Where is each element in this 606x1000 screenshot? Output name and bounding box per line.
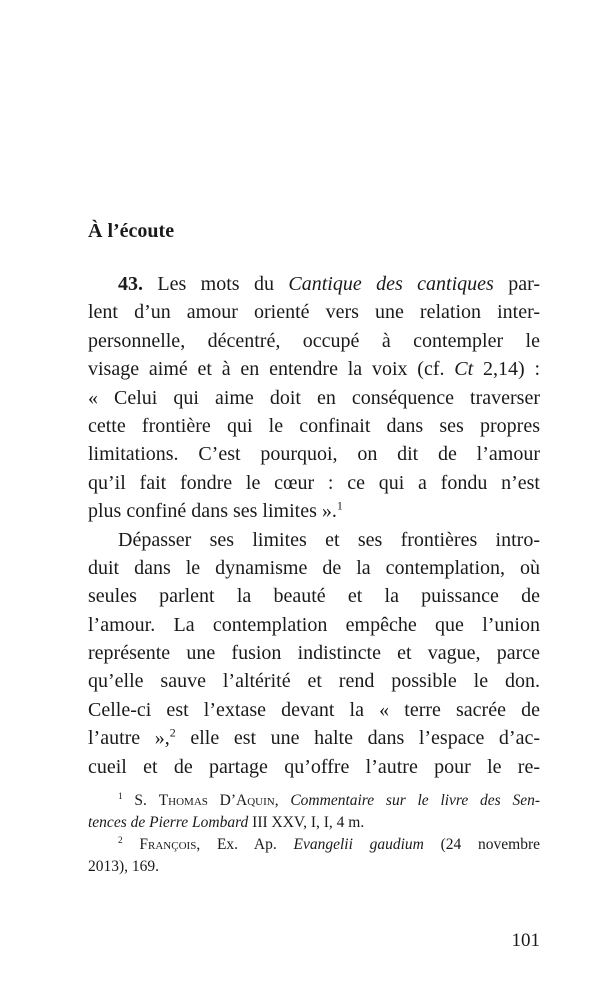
text-line (88, 611, 540, 639)
text-run (123, 836, 140, 853)
text-line (88, 696, 540, 724)
text-run: duit dans le dynamisme de la contemplation, où (88, 556, 540, 579)
text-line (88, 298, 540, 326)
text-run: « Celui qui aime doit en conséquence traverser (88, 386, 540, 409)
text-run: visage aimé et à en entendre la voix (cf. (88, 358, 455, 381)
text-run: seules parlent la beauté et la puissance de (88, 585, 540, 608)
text-run: III XXV, I, I, 4 m. (248, 814, 365, 831)
page-number: 101 (511, 930, 540, 951)
text-run: , Ex. Ap. (196, 836, 294, 853)
footnote-ref: 1 (118, 791, 123, 802)
text-run: l’autre », (88, 727, 170, 750)
text-line (88, 412, 540, 440)
text-line (88, 497, 540, 525)
text-run: par- (493, 273, 541, 295)
text-run: Les mots du (143, 273, 289, 295)
text-run: Ct (454, 358, 474, 381)
footnote-ref: 1 (336, 498, 343, 513)
text-line (88, 554, 540, 582)
text-line (88, 355, 540, 383)
text-line (88, 469, 540, 497)
text-run: Thomas D’Aquin (158, 792, 275, 809)
text-line (88, 270, 540, 298)
body-text (88, 270, 540, 781)
text-line (88, 724, 540, 752)
text-line (88, 582, 540, 610)
text-line (88, 753, 540, 781)
text-run: S. (122, 792, 159, 809)
text-run: (24 novembre (423, 836, 540, 853)
text-line (88, 667, 540, 695)
text-run: 2,14) : (473, 358, 540, 381)
footnote-line (88, 790, 540, 812)
text-line (88, 384, 540, 412)
text-run: personnelle, décentré, occupé à contempler le (88, 329, 540, 352)
text-run: 2013), 169. (88, 858, 160, 875)
text-run: qu’elle sauve l’altérité et rend possible le don. (88, 670, 540, 693)
text-run: tences de Pierre Lombard (88, 814, 249, 831)
footnote-ref: 2 (169, 725, 176, 740)
text-run: , (274, 792, 291, 809)
text-line (88, 526, 540, 554)
text-run: Cantique des cantiques (288, 273, 494, 295)
text-run: représente une fusion indistincte et vague, parce (88, 642, 540, 665)
text-run: elle est une halte dans l’espace d’ac- (175, 727, 540, 750)
text-line (88, 327, 540, 355)
text-run: cette frontière qui le confinait dans ses propres (88, 414, 540, 437)
text-run: Evangelii gaudium (293, 836, 424, 853)
text-run: Commentaire sur le livre des Sen- (290, 792, 540, 809)
text-run: plus confiné dans ses limites ». (88, 500, 337, 523)
footnote-line (88, 812, 540, 834)
text-run: Dépasser ses limites et ses frontières intro- (118, 528, 540, 551)
text-run: lent d’un amour orienté vers une relation inter- (88, 301, 540, 324)
text-run: cueil et de partage qu’offre l’autre pour le re- (88, 755, 540, 778)
text-run: Celle-ci est l’extase devant la « terre sacrée de (88, 698, 540, 721)
text-run: limitations. C’est pourquoi, on dit de l’amour (88, 443, 540, 466)
text-run: François (139, 836, 197, 853)
text-run: 43. (118, 273, 143, 295)
text-line (88, 639, 540, 667)
text-run: qu’il fait fondre le cœur : ce qui a fondu n’est (88, 471, 540, 494)
footnotes (88, 790, 540, 878)
section-heading: À l’écoute (88, 220, 175, 242)
footnote-line (88, 856, 540, 878)
footnote-line (88, 834, 540, 856)
text-run: l’amour. La contemplation empêche que l’union (88, 613, 540, 636)
text-line (88, 440, 540, 468)
footnote-ref: 2 (118, 835, 123, 846)
